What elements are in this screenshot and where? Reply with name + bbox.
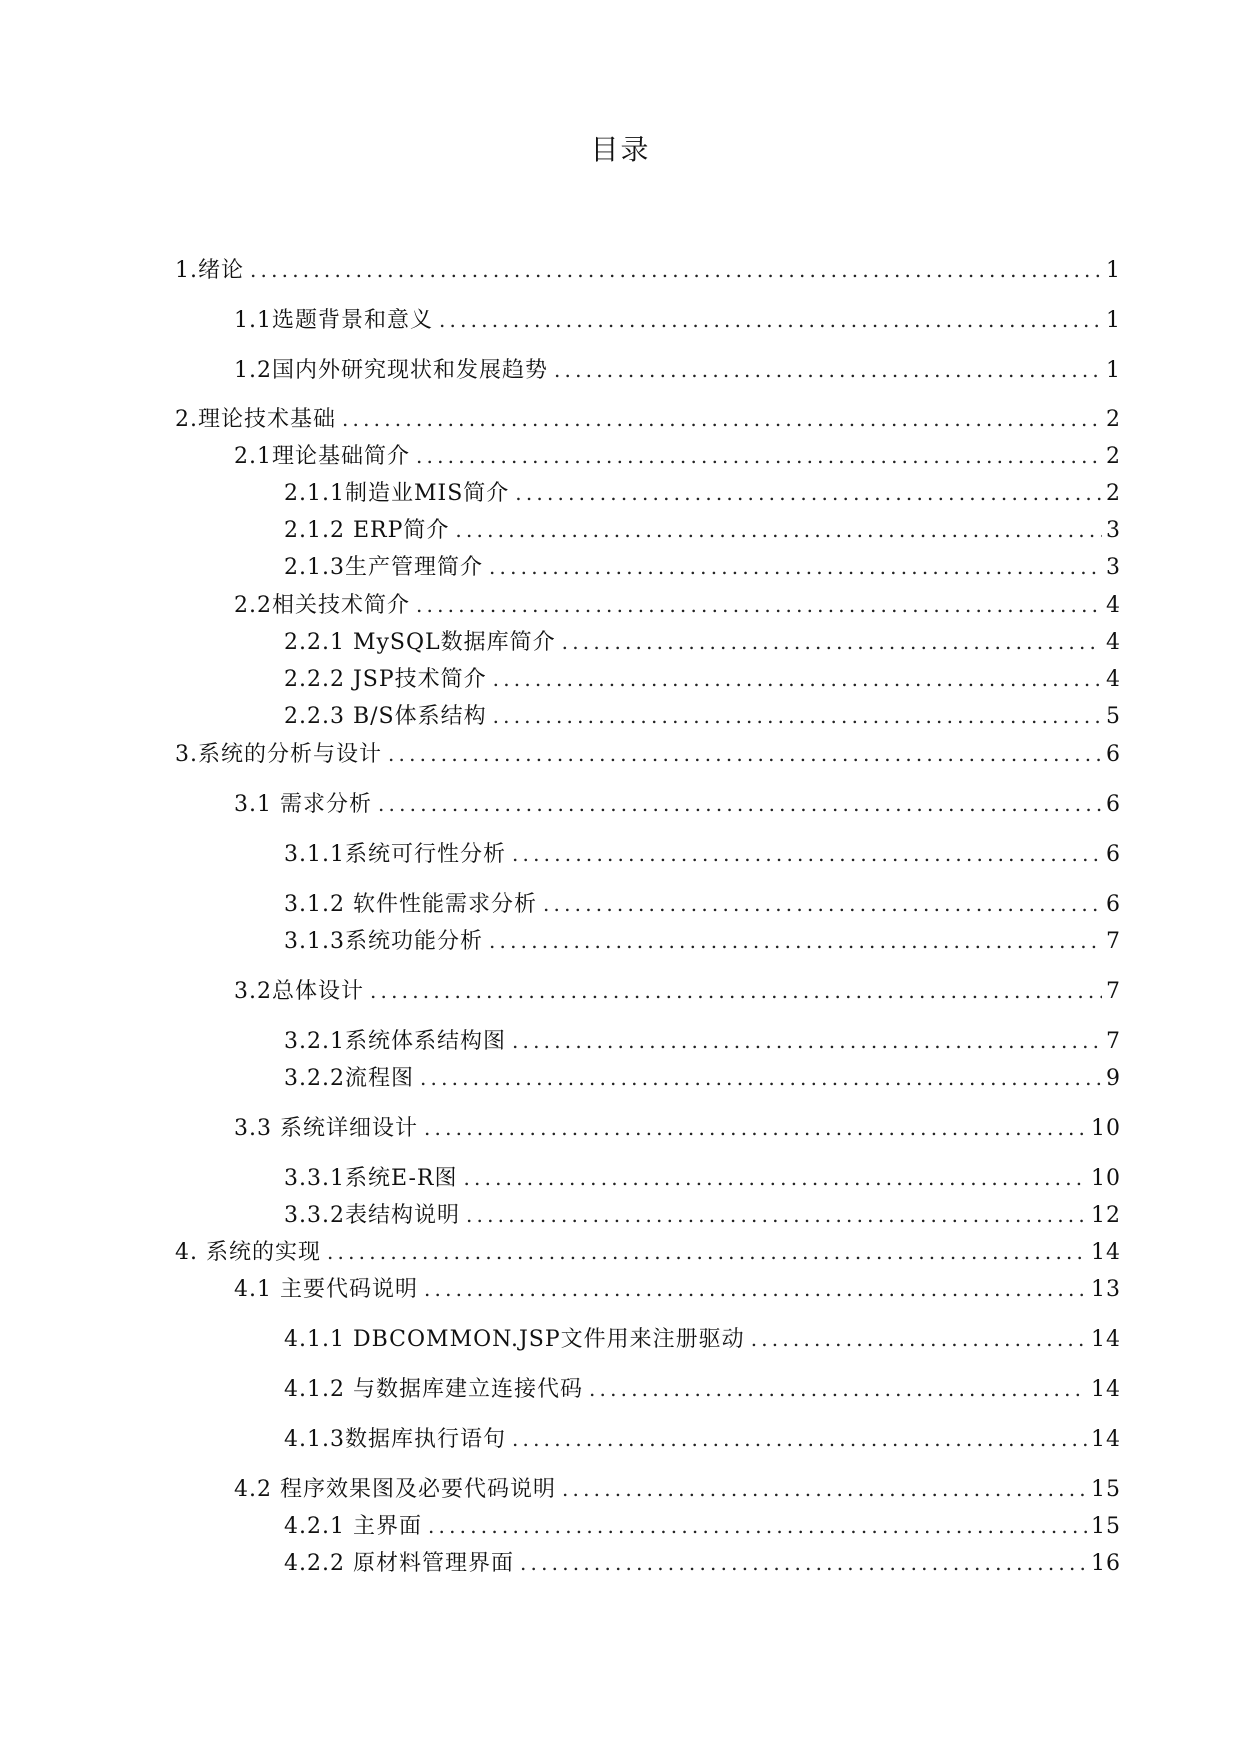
- toc-entry-label: 2.1.2 ERP简介: [284, 518, 450, 543]
- toc-entry-section[interactable]: [234, 304, 1121, 336]
- toc-entry-subsection[interactable]: [284, 514, 1121, 546]
- toc-page-number: 2: [1106, 481, 1121, 506]
- toc-dot-leader: [489, 925, 1102, 957]
- toc-entry-section[interactable]: [234, 975, 1121, 1007]
- toc-dot-leader: [489, 551, 1102, 583]
- toc-page-number: 1: [1106, 358, 1121, 383]
- toc-entry-chapter[interactable]: [175, 254, 1121, 286]
- toc-dot-leader: [493, 663, 1102, 695]
- toc-entry-label: 3.2总体设计: [234, 979, 364, 1004]
- toc-entry-chapter[interactable]: [175, 403, 1121, 435]
- toc-dot-leader: [342, 403, 1102, 435]
- toc-dot-leader: [327, 1236, 1087, 1268]
- toc-page-number: 14: [1091, 1427, 1121, 1452]
- toc-page-number: 12: [1091, 1203, 1121, 1228]
- toc-entry-label: 3.3.1系统E-R图: [284, 1166, 458, 1191]
- toc-page-number: 6: [1106, 892, 1121, 917]
- toc-dot-leader: [520, 1547, 1087, 1579]
- toc-page-number: 15: [1091, 1477, 1121, 1502]
- toc-entry-section[interactable]: [234, 1473, 1121, 1505]
- toc-entry-label: 2.1.1制造业MIS简介: [284, 481, 510, 506]
- toc-dot-leader: [416, 589, 1102, 621]
- toc-entry-subsection[interactable]: [284, 1423, 1121, 1455]
- toc-entry-subsection[interactable]: [284, 888, 1121, 920]
- toc-dot-leader: [250, 254, 1102, 286]
- toc-entry-label: 1.绪论: [175, 258, 244, 283]
- toc-page-number: 7: [1106, 1029, 1121, 1054]
- toc-entry-label: 4.1.1 DBCOMMON.JSP文件用来注册驱动: [284, 1327, 745, 1352]
- toc-dot-leader: [751, 1323, 1087, 1355]
- toc-dot-leader: [512, 1423, 1087, 1455]
- toc-dot-leader: [370, 975, 1102, 1007]
- toc-dot-leader: [466, 1199, 1087, 1231]
- toc-dot-leader: [512, 838, 1102, 870]
- toc-entry-section[interactable]: [234, 788, 1121, 820]
- toc-entry-subsection[interactable]: [284, 838, 1121, 870]
- toc-entry-subsection[interactable]: [284, 1373, 1121, 1405]
- toc-dot-leader: [378, 788, 1102, 820]
- toc-entry-subsection[interactable]: [284, 1162, 1121, 1194]
- toc-entry-label: 4.1.3数据库执行语句: [284, 1427, 506, 1452]
- toc-page-number: 7: [1106, 979, 1121, 1004]
- toc-entry-label: 2.理论技术基础: [175, 407, 336, 432]
- toc-entry-subsection[interactable]: [284, 477, 1121, 509]
- toc-page-number: 4: [1106, 593, 1121, 618]
- toc-entry-label: 3.1.1系统可行性分析: [284, 842, 506, 867]
- toc-dot-leader: [416, 440, 1102, 472]
- toc-page-number: 13: [1091, 1277, 1121, 1302]
- toc-entry-label: 3.3.2表结构说明: [284, 1203, 460, 1228]
- toc-dot-leader: [428, 1510, 1087, 1542]
- toc-entry-label: 4.1 主要代码说明: [234, 1277, 418, 1302]
- toc-page-number: 10: [1091, 1166, 1121, 1191]
- toc-dot-leader: [515, 477, 1102, 509]
- toc-entry-subsection[interactable]: [284, 1199, 1121, 1231]
- toc-page-number: 5: [1106, 704, 1121, 729]
- toc-entry-label: 2.1理论基础简介: [234, 444, 410, 469]
- toc-page-number: 6: [1106, 842, 1121, 867]
- toc-page-number: 15: [1091, 1514, 1121, 1539]
- toc-entry-label: 2.2相关技术简介: [234, 593, 410, 618]
- toc-page-number: 3: [1106, 518, 1121, 543]
- toc-entry-subsection[interactable]: [284, 551, 1121, 583]
- toc-entry-label: 3.1.2 软件性能需求分析: [284, 892, 537, 917]
- toc-page-number: 6: [1106, 792, 1121, 817]
- toc-dot-leader: [589, 1373, 1087, 1405]
- toc-dot-leader: [420, 1062, 1102, 1094]
- toc-page-number: 9: [1106, 1066, 1121, 1091]
- toc-entry-section[interactable]: [234, 354, 1121, 386]
- toc-page-number: 1: [1106, 308, 1121, 333]
- toc-page-number: 1: [1106, 258, 1121, 283]
- toc-title: 目录: [590, 133, 651, 166]
- toc-page-number: 14: [1091, 1240, 1121, 1265]
- toc-entry-label: 4.2 程序效果图及必要代码说明: [234, 1477, 556, 1502]
- toc-entry-label: 3.1 需求分析: [234, 792, 372, 817]
- toc-entry-chapter[interactable]: [175, 738, 1121, 770]
- toc-page-number: 10: [1091, 1116, 1121, 1141]
- toc-entry-section[interactable]: [234, 1273, 1121, 1305]
- toc-entry-label: 4. 系统的实现: [175, 1240, 321, 1265]
- toc-entry-subsection[interactable]: [284, 1025, 1121, 1057]
- toc-entry-chapter[interactable]: [175, 1236, 1121, 1268]
- toc-entry-label: 3.1.3系统功能分析: [284, 929, 483, 954]
- toc-entry-subsection[interactable]: [284, 663, 1121, 695]
- toc-entry-label: 2.1.3生产管理简介: [284, 555, 483, 580]
- toc-dot-leader: [562, 626, 1102, 658]
- toc-entry-label: 1.2国内外研究现状和发展趋势: [234, 358, 548, 383]
- toc-dot-leader: [512, 1025, 1102, 1057]
- toc-entry-subsection[interactable]: [284, 1547, 1121, 1579]
- toc-entry-subsection[interactable]: [284, 700, 1121, 732]
- toc-entry-section[interactable]: [234, 1112, 1121, 1144]
- toc-dot-leader: [543, 888, 1102, 920]
- toc-page-number: 4: [1106, 630, 1121, 655]
- toc-page-number: 6: [1106, 742, 1121, 767]
- toc-entry-label: 1.1选题背景和意义: [234, 308, 433, 333]
- toc-dot-leader: [554, 354, 1102, 386]
- toc-dot-leader: [455, 514, 1102, 546]
- toc-page-number: 16: [1091, 1551, 1121, 1576]
- toc-page-number: 3: [1106, 555, 1121, 580]
- toc-dot-leader: [424, 1273, 1087, 1305]
- toc-entry-label: 2.2.3 B/S体系结构: [284, 704, 487, 729]
- toc-page-number: 2: [1106, 444, 1121, 469]
- toc-entry-section[interactable]: [234, 440, 1121, 472]
- toc-page-number: 7: [1106, 929, 1121, 954]
- toc-dot-leader: [388, 738, 1102, 770]
- toc-entry-label: 2.2.2 JSP技术简介: [284, 667, 487, 692]
- toc-page-number: 4: [1106, 667, 1121, 692]
- toc-dot-leader: [463, 1162, 1087, 1194]
- toc-entry-label: 4.2.1 主界面: [284, 1514, 422, 1539]
- toc-entry-subsection[interactable]: [284, 626, 1121, 658]
- toc-entry-label: 3.3 系统详细设计: [234, 1116, 418, 1141]
- toc-entry-label: 4.1.2 与数据库建立连接代码: [284, 1377, 583, 1402]
- toc-page-number: 14: [1091, 1327, 1121, 1352]
- toc-entry-label: 3.系统的分析与设计: [175, 742, 382, 767]
- toc-entry-subsection[interactable]: [284, 1323, 1121, 1355]
- toc-entry-label: 2.2.1 MySQL数据库简介: [284, 630, 556, 655]
- toc-dot-leader: [439, 304, 1102, 336]
- toc-dot-leader: [493, 700, 1102, 732]
- toc-dot-leader: [562, 1473, 1087, 1505]
- toc-entry-subsection[interactable]: [284, 1510, 1121, 1542]
- toc-entry-label: 4.2.2 原材料管理界面: [284, 1551, 514, 1576]
- toc-entry-label: 3.2.2流程图: [284, 1066, 414, 1091]
- toc-page-number: 14: [1091, 1377, 1121, 1402]
- toc-page-number: 2: [1106, 407, 1121, 432]
- toc-entry-section[interactable]: [234, 589, 1121, 621]
- toc-dot-leader: [424, 1112, 1087, 1144]
- toc-entry-label: 3.2.1系统体系结构图: [284, 1029, 506, 1054]
- toc-entry-subsection[interactable]: [284, 1062, 1121, 1094]
- toc-entry-subsection[interactable]: [284, 925, 1121, 957]
